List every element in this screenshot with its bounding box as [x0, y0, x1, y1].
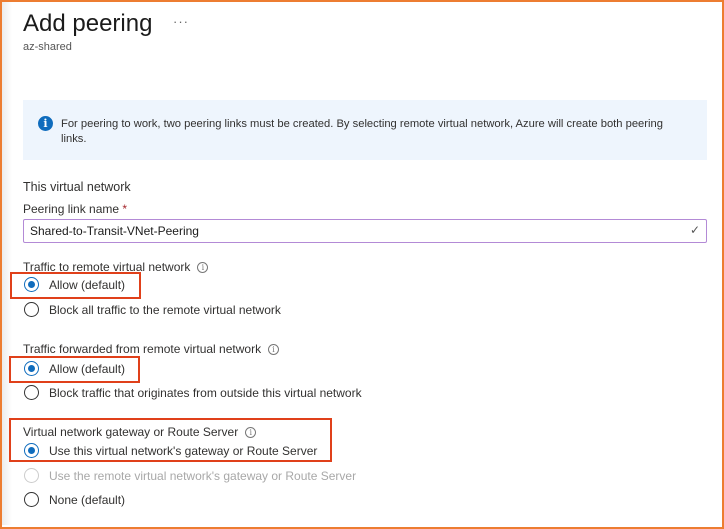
label-text: Traffic to remote virtual network [23, 260, 191, 274]
radio-label: Use the remote virtual network's gateway or Route Server [49, 468, 357, 483]
check-icon: ✓ [689, 223, 700, 237]
more-options-button[interactable]: ··· [173, 14, 189, 29]
info-tooltip-icon[interactable]: i [197, 262, 208, 273]
label-text: Virtual network gateway or Route Server [23, 425, 239, 439]
page-subtitle: az-shared [23, 41, 72, 53]
info-tooltip-icon[interactable]: i [245, 427, 256, 438]
section-heading: This virtual network [23, 180, 131, 194]
info-tooltip-icon[interactable]: i [268, 344, 279, 355]
page-title: Add peering [23, 10, 153, 37]
radio-label: None (default) [49, 492, 126, 507]
info-icon: i [38, 116, 53, 131]
radio-label: Block traffic that originates from outside this virtual network [49, 385, 362, 400]
radio-label: Use this virtual network's gateway or Route Server [49, 443, 318, 458]
radio-label: Allow (default) [49, 277, 126, 292]
label-text: Peering link name [23, 202, 120, 216]
label-text: Traffic forwarded from remote virtual network [23, 342, 262, 356]
input-value: Shared-to-Transit-VNet-Peering [30, 224, 199, 238]
radio-label: Allow (default) [49, 361, 126, 376]
required-marker: * [122, 202, 128, 216]
radio-label: Block all traffic to the remote virtual network [49, 302, 281, 317]
info-text: For peering to work, two peering links must be created. By selecting remote virtual network, Azure will create both peering links. [61, 118, 663, 145]
